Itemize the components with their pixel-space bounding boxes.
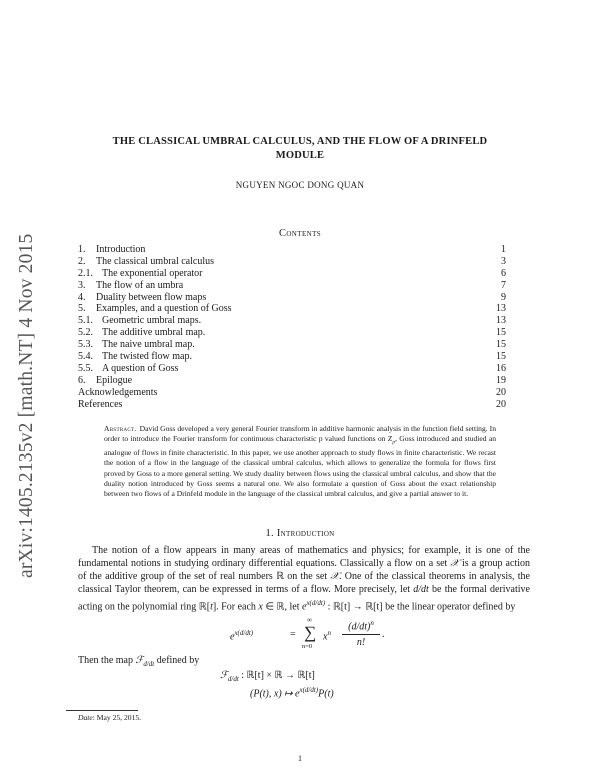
sum-upper: ∞ xyxy=(307,616,312,624)
toc-num: 5.3. xyxy=(78,339,93,351)
eq2-mapping: (P(t), x) ↦ e xyxy=(250,688,300,700)
toc-row[interactable] xyxy=(78,268,506,280)
toc-num: 5.1. xyxy=(78,315,93,327)
toc-title: Introduction xyxy=(96,244,146,255)
fraction-numerator xyxy=(342,619,380,632)
table-of-contents xyxy=(78,244,506,410)
eq2-flow-symbol: ℱ xyxy=(220,670,228,681)
abstract-label: Abstract. xyxy=(104,424,137,433)
zp-subscript: p xyxy=(392,439,396,446)
sum-lower: n=0 xyxy=(302,643,313,650)
arxiv-stamp-text: arXiv:1405.2135v2 [math.NT] 4 Nov 2015 xyxy=(16,233,37,578)
toc-title: The exponential operator xyxy=(102,267,203,279)
arxiv-stamp xyxy=(2,182,42,582)
contents-heading: Contents xyxy=(278,228,322,239)
toc-num: 5.4. xyxy=(78,351,93,363)
eq2-flow-sub: d/dt xyxy=(227,675,239,683)
toc-page: 20 xyxy=(496,386,506,398)
toc-page: 7 xyxy=(501,279,506,291)
toc-page: 15 xyxy=(496,351,506,363)
eq-term xyxy=(323,629,331,642)
eq-lhs-base: e xyxy=(230,631,235,643)
footnote-text: : May 25, 2015. xyxy=(92,713,142,722)
eq2-line2 xyxy=(250,686,334,699)
section-number: 1. xyxy=(265,528,274,539)
toc-page: 19 xyxy=(496,374,506,386)
footnote-rule xyxy=(66,710,138,711)
toc-page: 9 xyxy=(501,291,506,303)
toc-row[interactable] xyxy=(78,244,506,256)
toc-title: The flow of an umbra xyxy=(96,279,184,291)
derivative-symbol: d/dt xyxy=(413,583,429,595)
intro-text: : ℝ[t] → ℝ[t] be the linear operator defined by xyxy=(325,600,516,612)
equation-flow-map xyxy=(220,670,460,702)
abstract-zp xyxy=(387,434,396,446)
toc-title: Acknowledgements xyxy=(78,386,158,398)
section-heading xyxy=(60,528,540,539)
toc-row[interactable] xyxy=(78,256,506,268)
abstract-text-1: David Goss developed a very general Fourier transform in additive harmonic analysis in the function field setting. In order to introduce the Fourier transform for continuous characteristic p valued functions on xyxy=(104,424,496,444)
numerator-sup: n xyxy=(370,619,374,627)
toc-page: 3 xyxy=(501,255,506,267)
toc-title: Geometric umbral maps. xyxy=(102,315,202,327)
abstract xyxy=(104,424,496,500)
toc-title: The twisted flow map. xyxy=(102,351,192,363)
title-line-2: MODULE xyxy=(275,150,325,161)
toc-num: 2. xyxy=(78,255,86,267)
then-text-end: defined by xyxy=(154,655,200,666)
toc-num: 2.1. xyxy=(78,267,93,279)
toc-num: 6. xyxy=(78,374,86,386)
fraction-denominator: n! xyxy=(356,637,366,648)
term-sup: n xyxy=(327,629,331,637)
toc-row[interactable] xyxy=(78,327,506,339)
toc-page: 15 xyxy=(496,339,506,351)
eq-lhs-sup: x(d/dt) xyxy=(234,629,254,637)
set-symbol: 𝒳 xyxy=(330,570,339,582)
fraction-bar xyxy=(342,634,380,635)
toc-row[interactable] xyxy=(78,375,506,387)
toc-num: 5. xyxy=(78,303,86,315)
footnote-label: Date xyxy=(78,713,93,722)
intro-text: . One of the classical theorems in analysis, the classical Taylor theorem, can be expressed in terms of a flow. More precisely, let xyxy=(78,570,530,595)
toc-page: 13 xyxy=(496,315,506,327)
exp-operator-sup: x(d/dt) xyxy=(306,598,326,607)
section-title: Introduction xyxy=(276,528,335,539)
intro-text: be the formal derivative acting on the polynomial ring ℝ[ xyxy=(78,583,530,612)
toc-num: 1. xyxy=(78,244,86,255)
intro-text: ∈ ℝ, let xyxy=(262,600,302,612)
toc-title: The naive umbral map. xyxy=(102,339,195,351)
toc-num: 3. xyxy=(78,279,86,291)
toc-page: 15 xyxy=(496,327,506,339)
toc-num: 4. xyxy=(78,291,86,303)
toc-title: References xyxy=(78,398,123,410)
toc-title: The additive umbral map. xyxy=(102,327,206,339)
variable-t: t xyxy=(210,600,213,612)
abstract-text-2: , Goss introduced and studied an analogue of flows in finite characteristic. In this paper, we use another approach to study flows in finite characteristic. We recast the notion of a flow in the language of the classical umbral calculus, which allows to generalize the formula for flows first proved by Goss to a more general setting. We study duality between flows using the classical umbral calculus, and show that the duality notion introduced by Goss seems a natural one. We also formulate a question of Goss about the exact relationship between two flows of a Drinfeld module in the language of the classical umbral calculus, and give a partial answer to it. xyxy=(104,434,496,499)
toc-row[interactable] xyxy=(78,351,506,363)
toc-title: Epilogue xyxy=(96,374,133,386)
toc-row[interactable] xyxy=(78,363,506,375)
title-line-1: THE CLASSICAL UMBRAL CALCULUS, AND THE FLOW OF A DRINFELD xyxy=(112,136,488,147)
variable-x: x xyxy=(258,600,263,612)
set-symbol: 𝒳 xyxy=(450,557,459,569)
eq-equals: = xyxy=(290,629,296,640)
then-sentence xyxy=(78,655,199,668)
sum-sign: ∑ xyxy=(304,623,317,642)
intro-text: The notion of a flow appears in many areas of mathematics and physics; for example, it is one of the fundamental notions in studying ordinary differential equations. Classically a flow on a set xyxy=(78,545,530,569)
equation-exp-series xyxy=(230,617,430,653)
numerator-base: (d/dt) xyxy=(348,621,371,633)
toc-row[interactable] xyxy=(78,387,506,399)
paper-title xyxy=(60,135,540,163)
toc-title: Duality between flow maps xyxy=(96,291,207,303)
toc-page: 1 xyxy=(501,244,506,255)
eq2-line1 xyxy=(220,670,315,683)
toc-title: Examples, and a question of Goss xyxy=(96,303,232,315)
intro-paragraph xyxy=(78,545,530,614)
flow-subscript: d/dt xyxy=(143,660,155,668)
toc-page: 20 xyxy=(496,398,506,410)
toc-row[interactable] xyxy=(78,315,506,327)
flow-symbol: ℱ xyxy=(135,655,144,666)
toc-row[interactable] xyxy=(78,280,506,292)
toc-page: 16 xyxy=(496,362,506,374)
eq2-mapping-sup: x(d/dt) xyxy=(299,686,319,694)
toc-row[interactable] xyxy=(78,303,506,315)
eq2-signature: : ℝ[t] × ℝ → ℝ[t] xyxy=(238,670,315,681)
author: NGUYEN NGOC DONG QUAN xyxy=(235,180,365,190)
toc-num: 5.2. xyxy=(78,327,93,339)
page-number: 1 xyxy=(298,754,302,763)
footnote-date xyxy=(78,713,141,722)
toc-row[interactable] xyxy=(78,339,506,351)
exp-operator: e xyxy=(301,600,307,612)
intro-text: is a group action of the additive group of the set of real numbers ℝ on the set xyxy=(78,557,530,582)
toc-page: 13 xyxy=(496,303,506,315)
eq2-mapping-rest: P(t) xyxy=(318,688,334,700)
toc-page: 6 xyxy=(501,267,506,279)
term-base: x xyxy=(323,631,328,643)
eq-lhs xyxy=(230,629,253,642)
zp-symbol: Z xyxy=(387,434,393,444)
toc-title: The classical umbral calculus xyxy=(96,255,215,267)
toc-num: 5.5. xyxy=(78,362,93,374)
toc-row[interactable] xyxy=(78,399,506,411)
toc-row[interactable] xyxy=(78,292,506,304)
toc-title: A question of Goss xyxy=(102,362,179,374)
then-text: Then the map xyxy=(78,655,136,666)
intro-text: ]. For each xyxy=(212,600,259,612)
eq-period: . xyxy=(382,629,385,640)
